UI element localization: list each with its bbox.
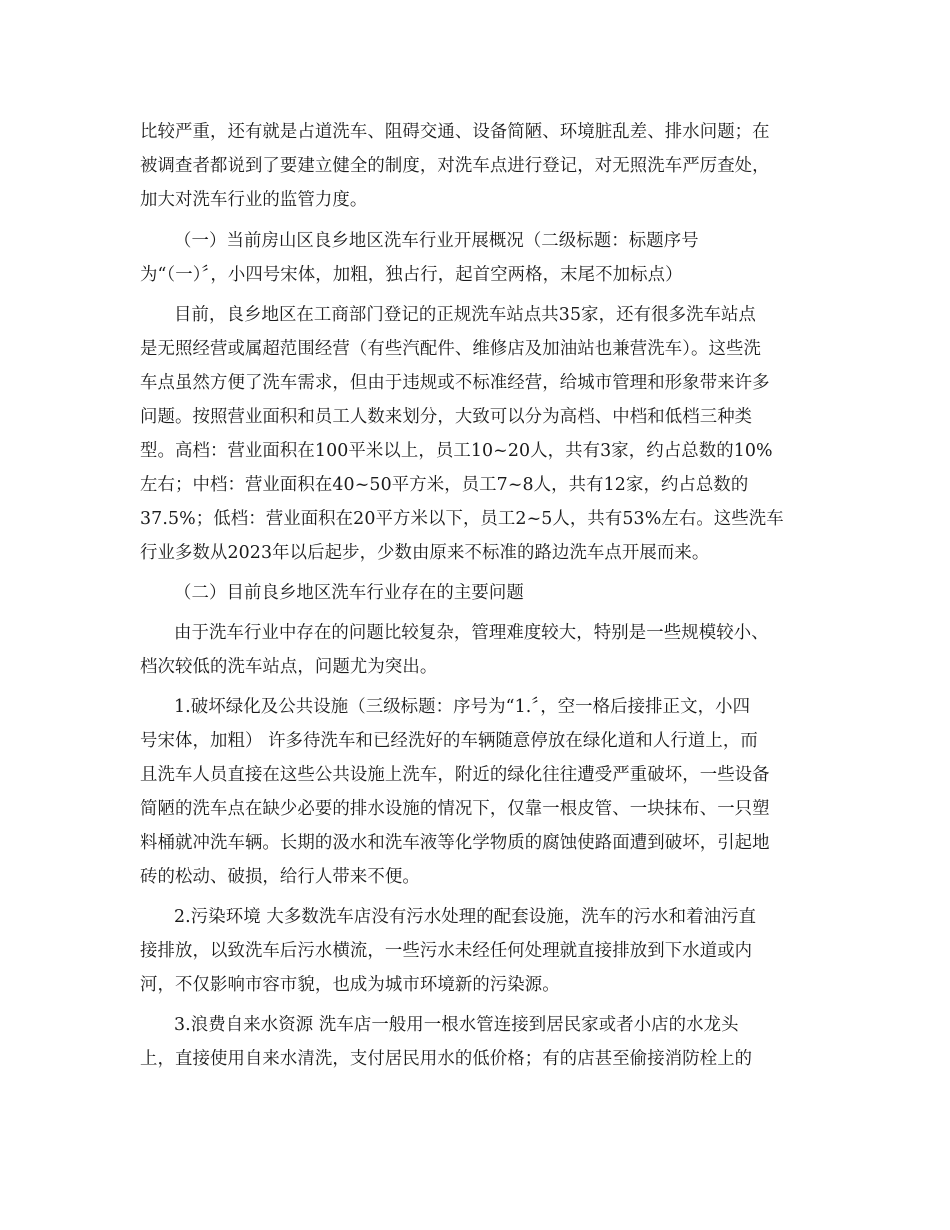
body-text-line: 号宋体，加粗） 许多待洗车和已经洗好的车辆随意停放在绿化道和人行道上，而 (140, 731, 758, 751)
body-text-line: 是无照经营或属超范围经营（有些汽配件、维修店及加油站也兼营洗车）。这些洗 (140, 339, 761, 359)
body-text-line: 河，不仅影响市容市貌，也成为城市环境新的污染源。 (140, 975, 560, 995)
body-text-line: 料桶就冲洗车辆。长期的汲水和洗车液等化学物质的腐蚀使路面遭到破坏，引起地 (140, 833, 770, 853)
body-text-line: 且洗车人员直接在这些公共设施上洗车，附近的绿化往往遭受严重破坏，一些设备 (140, 765, 770, 785)
body-text-line: 左右；中档：营业面积在40~50平方米，员工7~8人，共有12家，约占总数的 (140, 475, 749, 495)
body-text-line: 接排放，以致洗车后污水横流，一些污水未经任何处理就直接排放到下水道或内 (140, 941, 753, 961)
body-text-line: 被调查者都说到了要建立健全的制度，对洗车点进行登记，对无照洗车严厉查处， (140, 156, 770, 176)
subsection-heading-line: 2.污染环境 大多数洗车店没有污水处理的配套设施，洗车的污水和着油污直 (174, 907, 757, 927)
body-text-line: 型。高档：营业面积在100平米以上，员工10~20人，共有3家，约占总数的10% (140, 441, 773, 461)
body-text-line: 由于洗车行业中存在的问题比较复杂，管理难度较大，特别是一些规模较小、 (174, 623, 769, 643)
body-text-line: 比较严重，还有就是占道洗车、阻碍交通、设备简陋、环境脏乱差、排水问题；在 (140, 122, 770, 142)
section-heading-line: （二）目前良乡地区洗车行业存在的主要问题 (174, 583, 524, 603)
body-text-line: 档次较低的洗车站点，问题尤为突出。 (140, 657, 438, 677)
body-text-line: 加大对洗车行业的监管力度。 (140, 190, 368, 210)
body-text-line: 上，直接使用自来水清洗，支付居民用水的低价格；有的店甚至偷接消防栓上的 (140, 1049, 753, 1069)
body-text-line: 目前，良乡地区在工商部门登记的正规洗车站点共35家，还有很多洗车站点 (174, 305, 757, 325)
section-heading-line: 为“（一）〞，小四号宋体，加粗，独占行，起首空两格，末尾不加标点） (140, 265, 683, 285)
body-text-line: 37.5%；低档：营业面积在20平方米以下，员工2~5人，共有53%左右。这些洗车 (140, 509, 784, 529)
body-text-line: 砖的松动、破损，给行人带来不便。 (140, 867, 420, 887)
subsection-heading-line: 1.破坏绿化及公共设施（三级标题：序号为“1.〞，空一格后接排正文，小四 (174, 697, 751, 717)
subsection-heading-line: 3.浪费自来水资源 洗车店一般用一根水管连接到居民家或者小店的水龙头 (174, 1015, 739, 1035)
body-text-line: 问题。按照营业面积和员工人数来划分，大致可以分为高档、中档和低档三种类 (140, 407, 753, 427)
body-text-line: 行业多数从2023年以后起步，少数由原来不标准的路边洗车点开展而来。 (140, 543, 710, 563)
section-heading-line: （一）当前房山区良乡地区洗车行业开展概况（二级标题：标题序号 (174, 231, 699, 251)
body-text-line: 车点虽然方便了洗车需求，但由于违规或不标准经营，给城市管理和形象带来许多 (140, 373, 770, 393)
body-text-line: 简陋的洗车点在缺少必要的排水设施的情况下，仅靠一根皮管、一块抹布、一只塑 (140, 799, 770, 819)
